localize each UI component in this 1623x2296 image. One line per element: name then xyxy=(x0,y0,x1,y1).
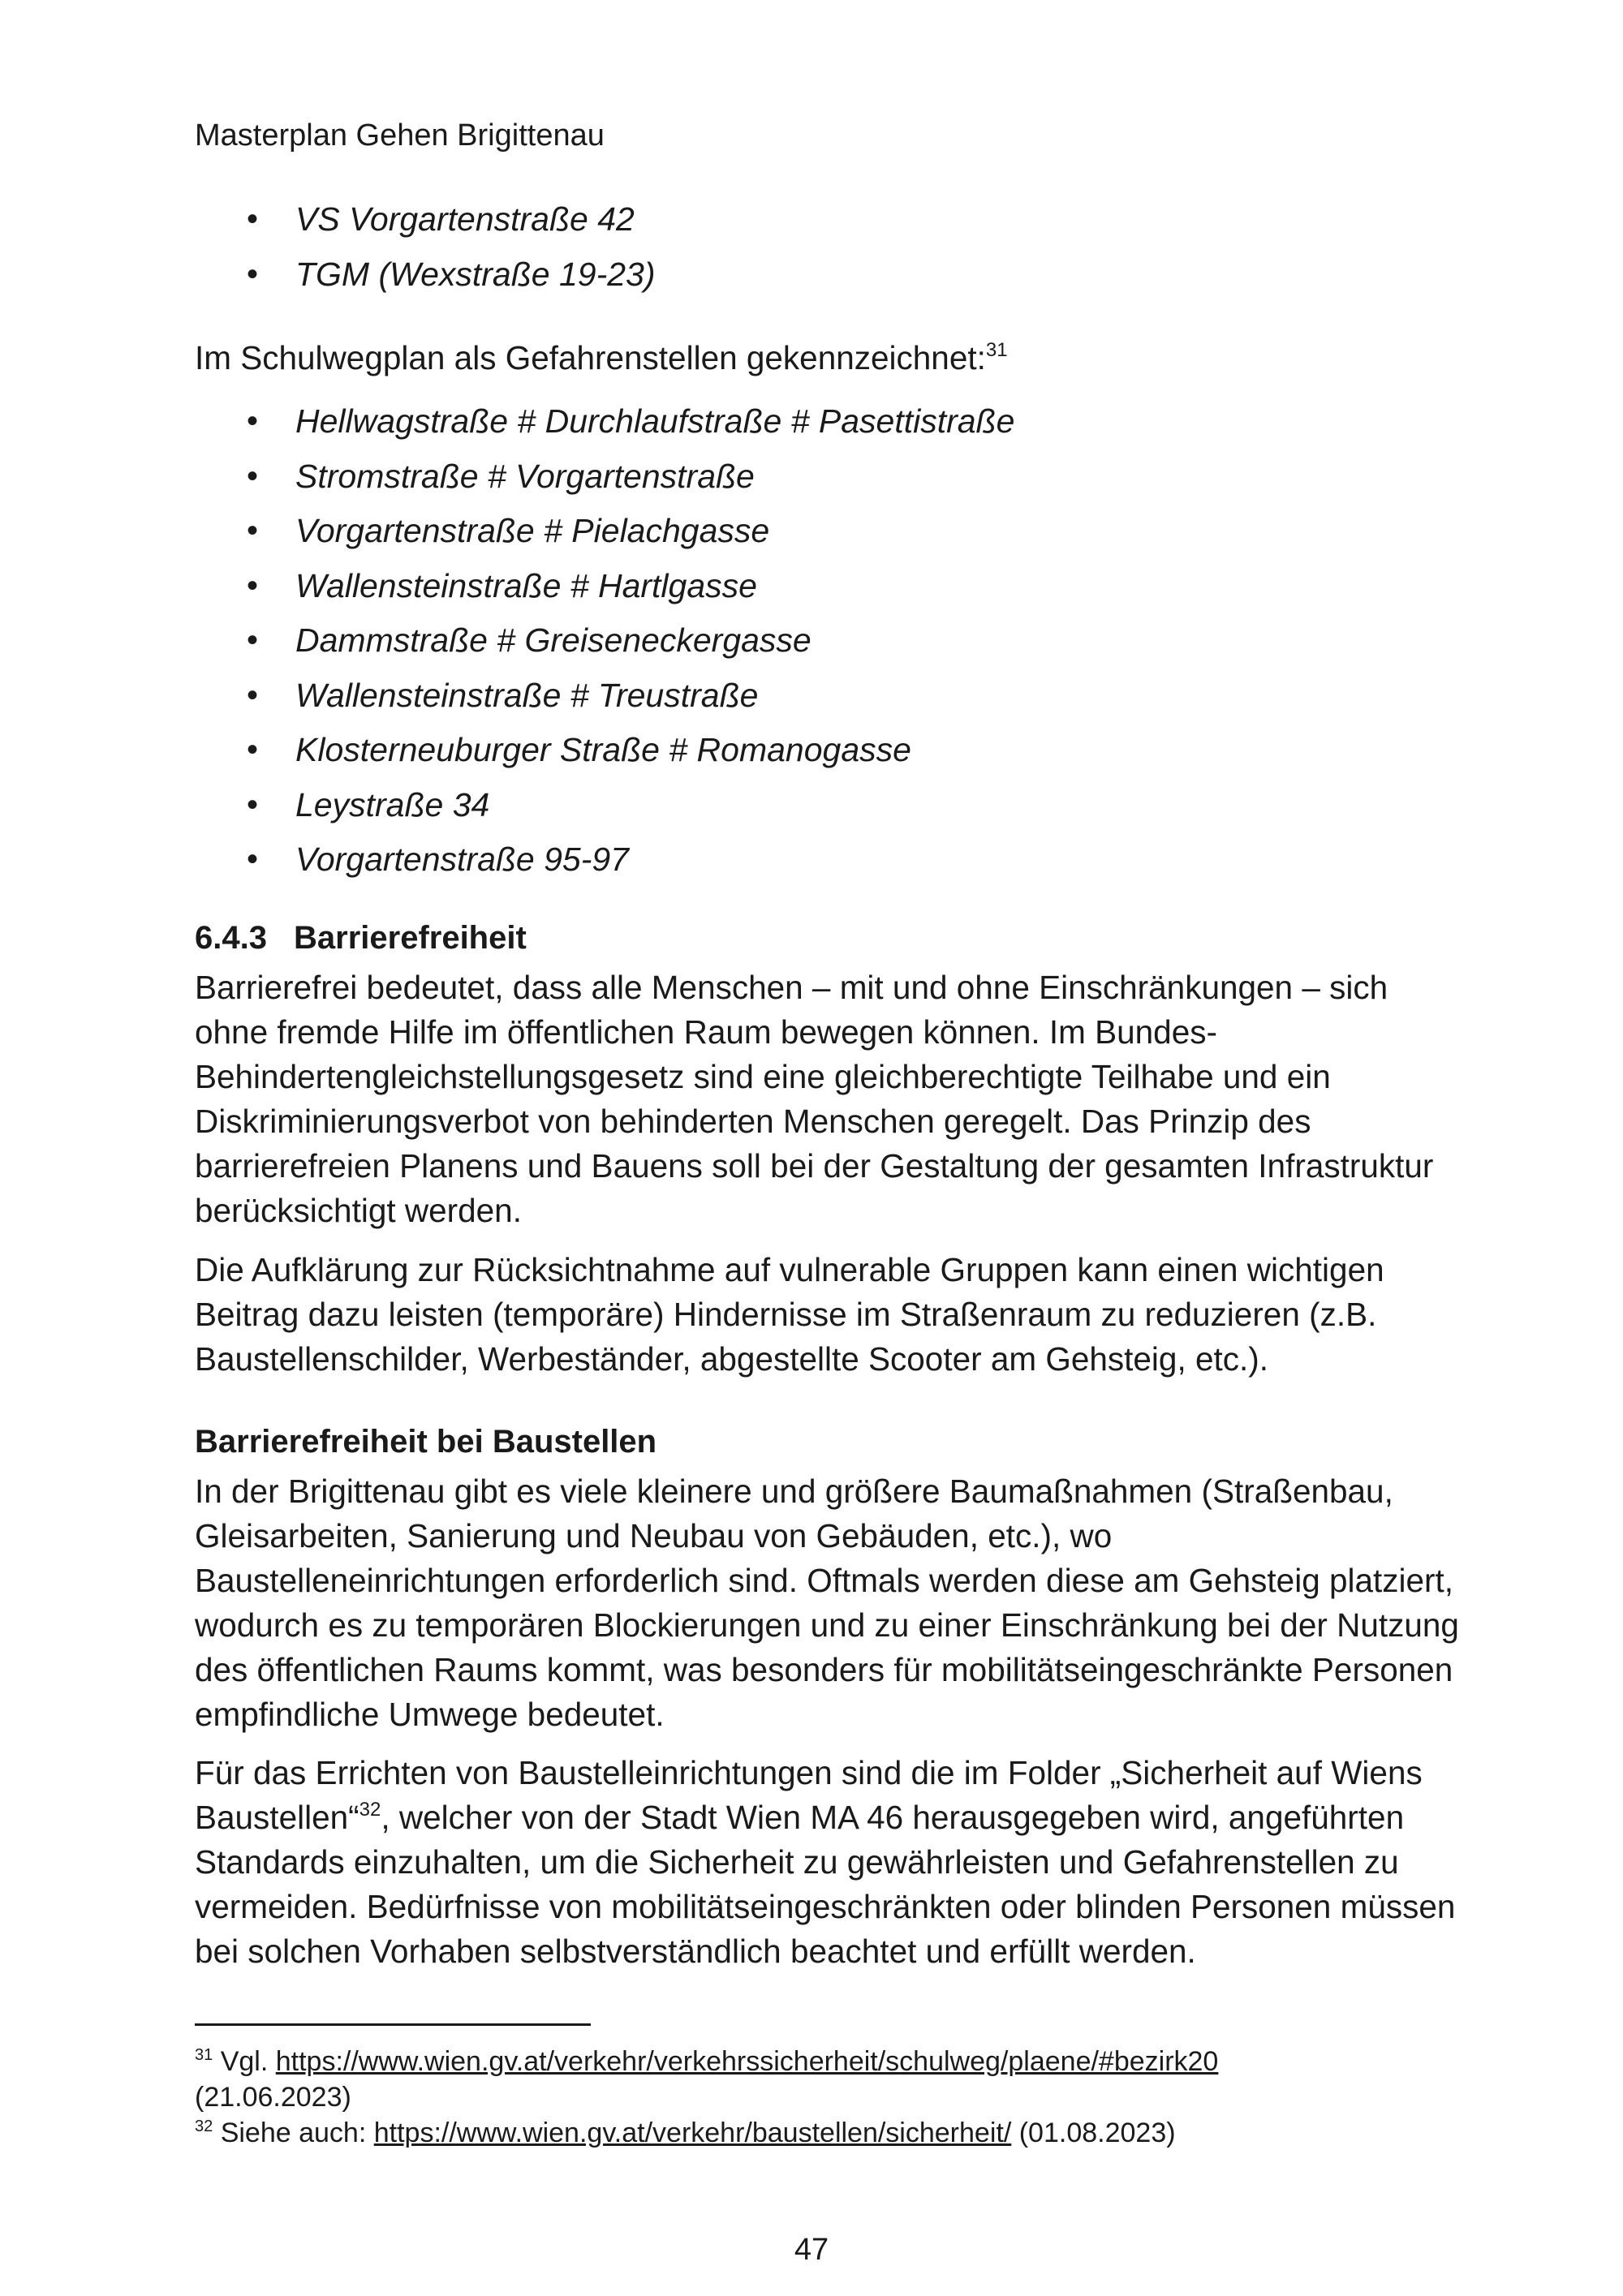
list-item: • Klosterneuburger Straße # Romanogasse xyxy=(195,725,1412,780)
footnote-ref-31[interactable]: 31 xyxy=(985,339,1008,361)
footnote-divider xyxy=(195,2023,591,2026)
section-number: 6.4.3 xyxy=(195,920,267,956)
list-item: • Wallensteinstraße # Treustraße xyxy=(195,671,1412,726)
footnote-date: (21.06.2023) xyxy=(195,2082,351,2113)
footnote-32 xyxy=(195,2115,1461,2151)
paragraph-text: Für das Errichten von Baustelleinrichtungen sind die im Folder „Sicherheit auf Wiens Baustellen“ xyxy=(195,1754,1423,1836)
hazard-intro-text: Im Schulwegplan als Gefahrenstellen gekennzeichnet: xyxy=(195,339,986,376)
paragraph-errichten xyxy=(195,1751,1461,1974)
hazard-intro xyxy=(195,336,1461,381)
list-item: • Stromstraße # Vorgartenstraße xyxy=(195,452,1412,507)
footnote-number: 32 xyxy=(195,2118,213,2135)
section-heading xyxy=(195,920,527,957)
list-item: • Vorgartenstraße # Pielachgasse xyxy=(195,506,1412,561)
list-item: • Leystraße 34 xyxy=(195,780,1412,836)
footnote-date: (01.08.2023) xyxy=(1018,2118,1176,2148)
footnote-prefix: Siehe auch: xyxy=(220,2118,367,2148)
footnote-number: 31 xyxy=(195,2046,213,2064)
page-number: 47 xyxy=(794,2233,829,2267)
paragraph-barrierefrei: Barrierefrei bedeutet, dass alle Menschen – mit und ohne Einschränkungen – sich ohne fremde Hilfe im öffentlichen Raum bewegen können. Im Bundes-Behindertengleichstellungsgesetz sind eine gleichberechtigte Teilhabe und ein Diskriminierungsverbot von behinderten Menschen geregelt. Das Prinzip des barrierefreien Planens und Bauens soll bei der Gestaltung der gesamten Infrastruktur berücksichtigt werden. xyxy=(195,969,1434,1229)
hazard-list xyxy=(195,397,1412,890)
footnote-31 xyxy=(195,2044,1461,2115)
paragraph-text: , welcher von der Stadt Wien MA 46 herausgegeben wird, angeführten Standards einzuhalten, um die Sicherheit zu gewährleisten und Gefahrenstellen zu vermeiden. Bedürfnisse von mobilitätseingeschränkten oder blinden Personen müssen bei solchen Vorhaben selbstverständlich beachtet und erfüllt werden. xyxy=(195,1799,1456,1970)
list-item: • Hellwagstraße # Durchlaufstraße # Pasettistraße xyxy=(195,397,1412,452)
school-list xyxy=(195,195,1412,304)
footnote-link[interactable]: https://www.wien.gv.at/verkehr/baustellen/sicherheit/ xyxy=(373,2118,1012,2148)
footnote-ref-32[interactable]: 32 xyxy=(359,1799,381,1821)
list-item: • Vorgartenstraße 95-97 xyxy=(195,835,1412,890)
paragraph-baustellen: In der Brigittenau gibt es viele kleinere und größere Baumaßnahmen (Straßenbau, Gleisarbeiten, Sanierung und Neubau von Gebäuden, etc.), wo Baustelleneinrichtungen erforderlich sind. Oftmals werden diese am Gehsteig platziert, wodurch es zu temporären Blockierungen und zu einer Einschränkung bei der Nutzung des öffentlichen Raums kommt, was besonders für mobilitätseingeschränkte Personen empfindliche Umwege bedeutet. xyxy=(195,1473,1459,1733)
footnote-link[interactable]: https://www.wien.gv.at/verkehr/verkehrssicherheit/schulweg/plaene/#bezirk20 xyxy=(275,2046,1219,2077)
footnote-prefix: Vgl. xyxy=(220,2046,269,2077)
paragraph-aufklaerung: Die Aufklärung zur Rücksichtnahme auf vulnerable Gruppen kann einen wichtigen Beitrag dazu leisten (temporäre) Hindernisse im Straßenraum zu reduzieren (z.B. Baustellenschilder, Werbeständer, abgestellte Scooter am Gehsteig, etc.). xyxy=(195,1251,1384,1378)
running-header: Masterplan Gehen Brigittenau xyxy=(195,118,605,153)
list-item: • Wallensteinstraße # Hartlgasse xyxy=(195,561,1412,617)
subsection-heading: Barrierefreiheit bei Baustellen xyxy=(195,1424,657,1460)
list-item: • VS Vorgartenstraße 42 xyxy=(195,195,1412,250)
list-item: • Dammstraße # Greiseneckergasse xyxy=(195,616,1412,671)
list-item: • TGM (Wexstraße 19-23) xyxy=(195,250,1412,305)
section-title: Barrierefreiheit xyxy=(294,920,527,956)
